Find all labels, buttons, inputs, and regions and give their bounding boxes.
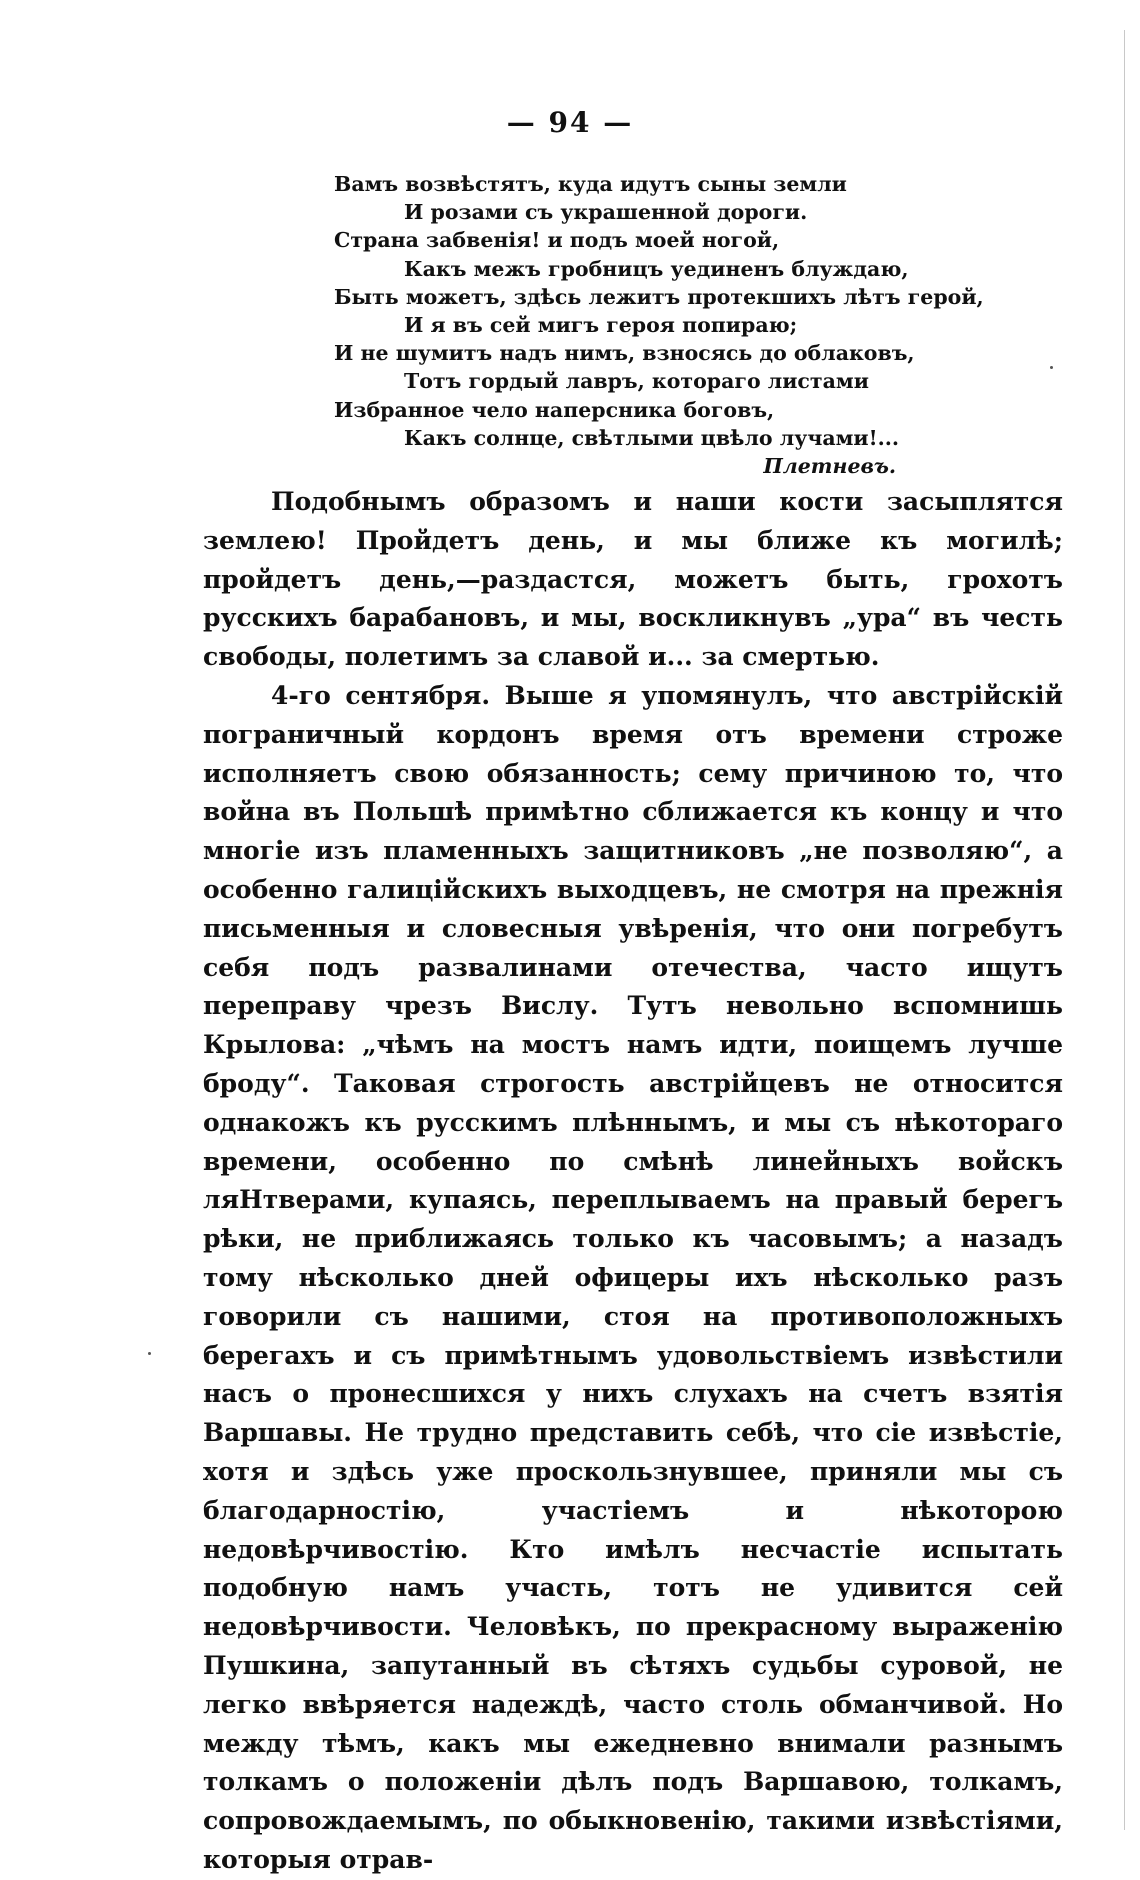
page-edge-shadow bbox=[1124, 30, 1125, 1830]
poem-line: И не шумитъ надъ нимъ, взносясь до облаковъ, bbox=[334, 341, 915, 366]
poem-line: Какъ солнце, свѣтлыми цвѣло лучами!... bbox=[404, 425, 900, 450]
poem-block bbox=[334, 170, 984, 480]
page-number: — 94 — bbox=[506, 106, 634, 139]
poem-line: И розами съ украшенной дороги. bbox=[404, 200, 808, 225]
poem-line: Какъ межъ гробницъ уединенъ блуждаю, bbox=[404, 256, 909, 281]
poem-author: Плетневъ. bbox=[763, 454, 896, 479]
print-speck bbox=[1050, 366, 1053, 369]
poem-line: Вамъ возвѣстятъ, куда идутъ сыны земли bbox=[334, 172, 847, 196]
poem-line: И я въ сей мигъ героя попираю; bbox=[404, 313, 798, 338]
paragraph: Подобнымъ образомъ и наши кости засыплятся землею! Пройдетъ день, и мы ближе къ могилѣ; пройдетъ день,—раздастся, можетъ быть, грохотъ русскихъ барабановъ, и мы, воскликнувъ „ура“ въ честь свободы, полетимъ за славой и... за смертью. bbox=[203, 487, 1063, 672]
poem-line: Избранное чело наперсника боговъ, bbox=[334, 397, 775, 422]
poem-line: Быть можетъ, здѣсь лежитъ протекшихъ лѣтъ герой, bbox=[334, 284, 984, 309]
prose-body bbox=[203, 483, 1063, 1880]
poem-line: Тотъ гордый лавръ, котораго листами bbox=[404, 369, 869, 394]
poem-line: Страна забвенія! и подъ моей ногой, bbox=[334, 228, 780, 253]
print-speck bbox=[148, 1352, 151, 1355]
paragraph: 4-го сентября. Выше я упомянулъ, что австрійскій пограничный кордонъ время отъ времени строже исполняетъ свою обязанность; сему причиною то, что война въ Польшѣ примѣтно сближается къ концу и что многіе изъ пламенныхъ защитниковъ „не позволяю“, а особенно галицiйскихъ выходцевъ, не смотря на прежнія письменныя и словесныя увѣренія, что они погребутъ себя подъ развалинами отечества, часто ищутъ переправу чрезъ Вислу. Тутъ невольно вспомнишь Крылова: „чѣмъ на мостъ намъ идти, поищемъ лучше броду“. Таковая строгость австрiйцевъ не относится однакожъ къ русскимъ плѣннымъ, и мы съ нѣкотораго времени, особенно по смѣнѣ линейныхъ войскъ ляHтверами, купаясь, переплываемъ на правый берегъ рѣки, не приближаясь только къ часовымъ; а назадъ тому нѣсколько дней офицеры ихъ нѣсколько разъ говорили съ нашими, стоя на противоположныхъ берегахъ и съ примѣтнымъ удовольствіемъ извѣстили насъ о пронесшихся у нихъ слухахъ на счетъ взятія Варшавы. Не трудно представить себѣ, что сіе извѣстіе, хотя и здѣсь уже проскользнувшее, приняли мы съ благодарностію, участіемъ и нѣкоторою недовѣрчивостію. Кто имѣлъ несчастіе испытать подобную намъ участь, тотъ не удивится сей недовѣрчивости. Человѣкъ, по прекрасному выраженію Пушкина, запутанный въ сѣтяхъ судьбы суровой, не легко ввѣряется надеждѣ, часто столь обманчивой. Но между тѣмъ, какъ мы ежедневно внимали разнымъ толкамъ о положеніи дѣлъ подъ Варшавою, толкамъ, сопровождаемымъ, по обыкновенію, такими извѣстіями, которыя отрав- bbox=[203, 680, 1063, 1874]
